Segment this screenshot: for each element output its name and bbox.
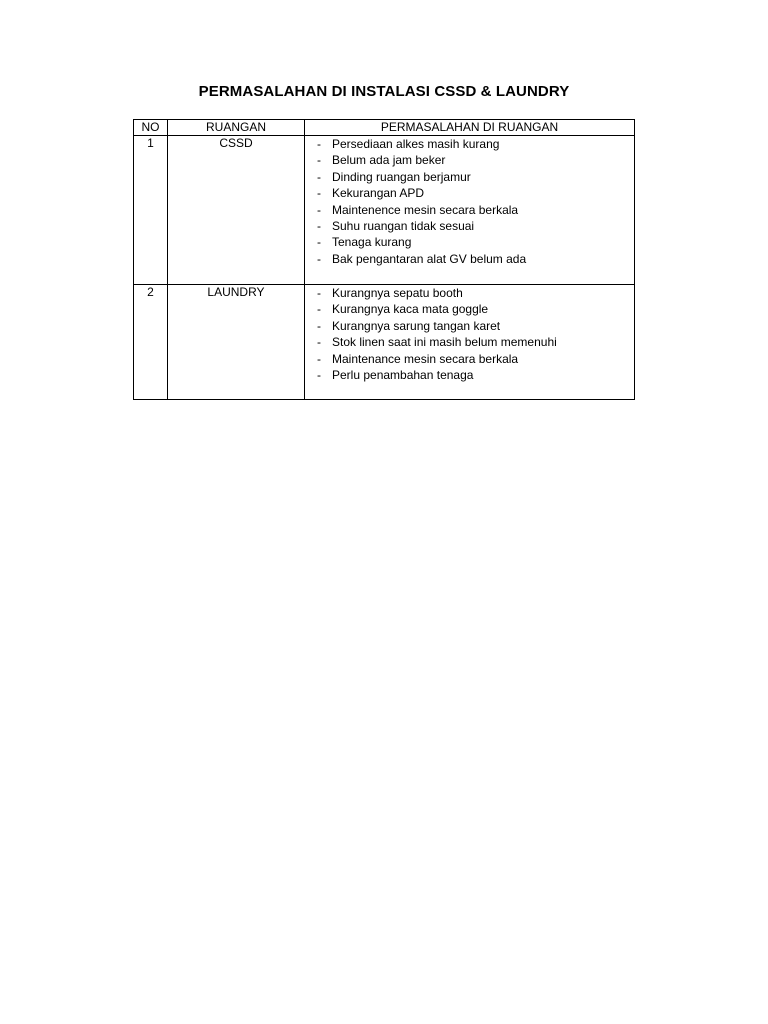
- issue-list: [305, 136, 634, 267]
- document-title: PERMASALAHAN DI INSTALASI CSSD & LAUNDRY: [198, 83, 570, 100]
- issue-text: Perlu penambahan tenaga: [332, 367, 474, 382]
- bullet-dash: -: [317, 137, 321, 151]
- issue-text: Maintenence mesin secara berkala: [332, 202, 519, 217]
- issue-text: Kurangnya sarung tangan karet: [332, 318, 501, 333]
- row-number: 1: [134, 136, 168, 285]
- row-number: 2: [134, 285, 168, 400]
- issue-text: Dinding ruangan berjamur: [332, 169, 471, 184]
- list-item: [317, 351, 634, 367]
- bullet-dash: -: [317, 153, 321, 168]
- bullet-dash: -: [317, 367, 321, 382]
- room-name: LAUNDRY: [168, 285, 305, 400]
- list-item: [317, 152, 634, 168]
- list-item: [317, 367, 634, 383]
- list-item: [317, 301, 634, 317]
- header-room: RUANGAN: [168, 120, 305, 136]
- table-row: [134, 136, 635, 285]
- issues-table: [133, 119, 635, 400]
- list-item: [317, 169, 634, 185]
- bullet-dash: -: [317, 286, 321, 300]
- issue-text: Persediaan alkes masih kurang: [332, 137, 500, 151]
- issue-text: Maintenance mesin secara berkala: [332, 351, 519, 366]
- issue-text: Kurangnya sepatu booth: [332, 286, 463, 300]
- list-item: [317, 234, 634, 250]
- header-issues: PERMASALAHAN DI RUANGAN: [305, 120, 635, 136]
- list-item: [317, 251, 634, 267]
- bullet-dash: -: [317, 186, 321, 201]
- table-row: [134, 285, 635, 400]
- bullet-dash: -: [317, 251, 321, 266]
- issues-cell: [305, 136, 635, 285]
- header-no: NO: [134, 120, 168, 136]
- issues-cell: [305, 285, 635, 400]
- issue-text: Kekurangan APD: [332, 186, 425, 201]
- issue-text: Suhu ruangan tidak sesuai: [332, 218, 475, 233]
- list-item: [317, 185, 634, 201]
- bullet-dash: -: [317, 335, 321, 350]
- bullet-dash: -: [317, 218, 321, 233]
- bullet-dash: -: [317, 351, 321, 366]
- issue-text: Kurangnya kaca mata goggle: [332, 302, 489, 317]
- list-item: [317, 285, 634, 301]
- issue-text: Tenaga kurang: [332, 235, 412, 250]
- room-name: CSSD: [168, 136, 305, 285]
- list-item: [317, 202, 634, 218]
- issue-text: Bak pengantaran alat GV belum ada: [332, 251, 527, 266]
- bullet-dash: -: [317, 235, 321, 250]
- list-item: [317, 136, 634, 152]
- issue-text: Belum ada jam beker: [332, 153, 446, 168]
- bullet-dash: -: [317, 169, 321, 184]
- bullet-dash: -: [317, 302, 321, 317]
- table-header-row: [134, 120, 635, 136]
- issue-text: Stok linen saat ini masih belum memenuhi: [332, 335, 557, 350]
- list-item: [317, 218, 634, 234]
- bullet-dash: -: [317, 202, 321, 217]
- list-item: [317, 318, 634, 334]
- list-item: [317, 334, 634, 350]
- issue-list: [305, 285, 634, 383]
- bullet-dash: -: [317, 318, 321, 333]
